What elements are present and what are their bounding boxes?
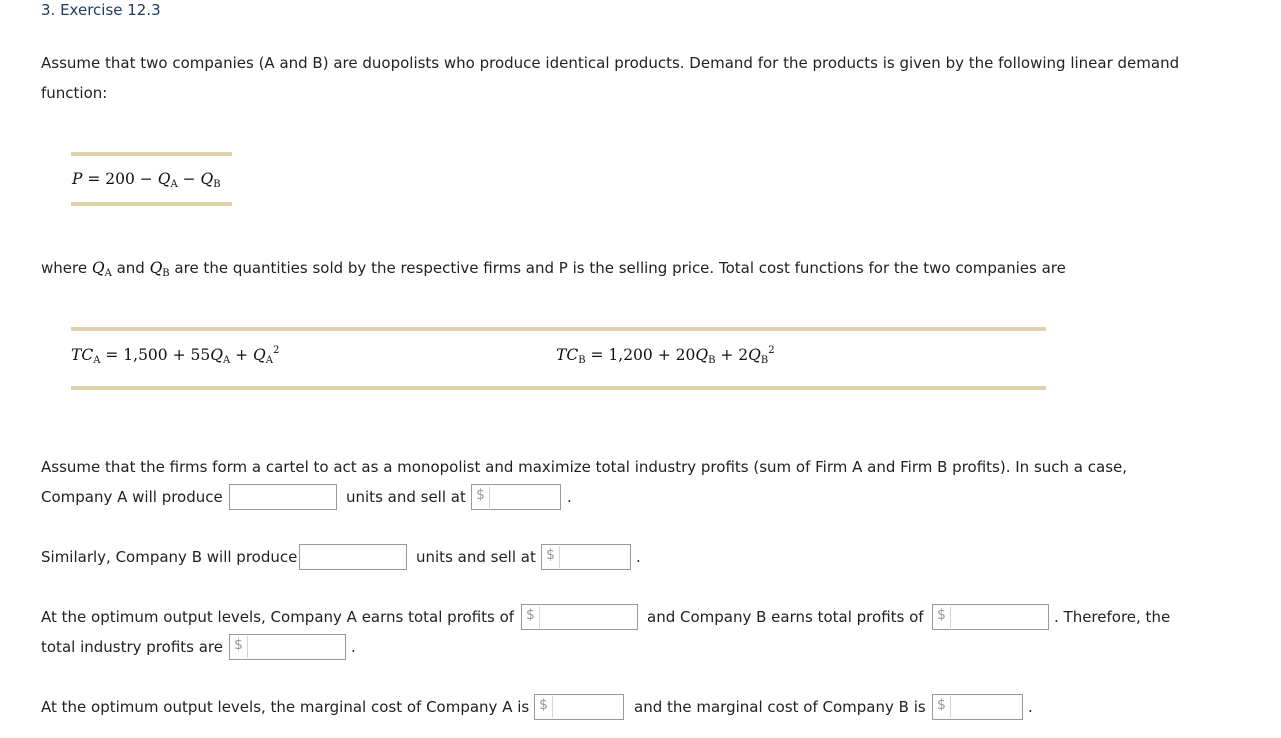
cartel-line-1: Assume that the firms form a cartel to act as a monopolist and maximize total industry profits (sum of Firm A and Firm B profits). In such a case, <box>41 458 1128 476</box>
company-a-mc-label: At the optimum output levels, the marginal cost of Company A is <box>41 698 530 716</box>
dollar-sign: $ <box>526 607 535 623</box>
company-a-profit-input[interactable] <box>522 605 637 629</box>
total-profit-input[interactable] <box>230 635 345 659</box>
company-a-profit-label: At the optimum output levels, Company A earns total profits of <box>41 608 515 626</box>
company-a-quantity-field[interactable] <box>229 484 337 510</box>
company-b-profit-input[interactable] <box>933 605 1048 629</box>
dollar-sign: $ <box>937 607 946 623</box>
cost-equation-b: $TC_B = 1,200 + 20Q_B + 2Q_B^2$ <box>556 345 775 366</box>
cost-eq-bottom-rule <box>71 386 1046 390</box>
company-b-price-input[interactable] <box>542 545 630 569</box>
intro-line-2: function: <box>41 84 108 102</box>
dollar-sign: $ <box>937 697 946 713</box>
company-a-mc-input[interactable] <box>535 695 623 719</box>
exercise-heading: 3. Exercise 12.3 <box>41 1 161 19</box>
therefore-text: . Therefore, the <box>1054 608 1171 626</box>
dollar-sign: $ <box>546 547 555 563</box>
demand-equation: $P = 200 - Q_A - Q_B$ <box>72 170 221 190</box>
cost-equation-a: $TC_A = 1,500 + 55Q_A + Q_A^2$ <box>71 345 280 366</box>
company-a-profit-field[interactable] <box>521 604 638 630</box>
total-profit-field[interactable] <box>229 634 346 660</box>
demand-eq-bottom-rule <box>71 202 232 206</box>
company-b-mc-label: and the marginal cost of Company B is <box>634 698 926 716</box>
demand-eq-top-rule <box>71 152 232 156</box>
company-a-units-sell-label: units and sell at <box>346 488 466 506</box>
company-a-quantity-input[interactable] <box>230 485 336 509</box>
period: . <box>567 488 572 506</box>
company-b-profit-field[interactable] <box>932 604 1049 630</box>
company-b-profit-label: and Company B earns total profits of <box>647 608 924 626</box>
cost-eq-top-rule <box>71 327 1046 331</box>
period: . <box>636 548 641 566</box>
company-b-price-field[interactable] <box>541 544 631 570</box>
period: . <box>1028 698 1033 716</box>
dollar-sign: $ <box>234 637 243 653</box>
company-b-units-sell-label: units and sell at <box>416 548 536 566</box>
dollar-sign: $ <box>539 697 548 713</box>
period: . <box>351 638 356 656</box>
company-b-quantity-input[interactable] <box>300 545 406 569</box>
company-a-produce-label: Company A will produce <box>41 488 223 506</box>
company-b-produce-label: Similarly, Company B will produce <box>41 548 298 566</box>
company-a-mc-field[interactable] <box>534 694 624 720</box>
company-b-quantity-field[interactable] <box>299 544 407 570</box>
where-line: where $Q_A$ and $Q_B$ are the quantities sold by the respective firms and P is the selling price. Total cost functions for the two companies are <box>41 259 1066 279</box>
company-a-price-field[interactable] <box>471 484 561 510</box>
intro-line-1: Assume that two companies (A and B) are duopolists who produce identical products. Demand for the products is given by the following linear demand <box>41 54 1180 72</box>
company-b-mc-input[interactable] <box>933 695 1022 719</box>
company-a-price-input[interactable] <box>472 485 560 509</box>
dollar-sign: $ <box>476 487 485 503</box>
total-profit-label: total industry profits are <box>41 638 223 656</box>
company-b-mc-field[interactable] <box>932 694 1023 720</box>
